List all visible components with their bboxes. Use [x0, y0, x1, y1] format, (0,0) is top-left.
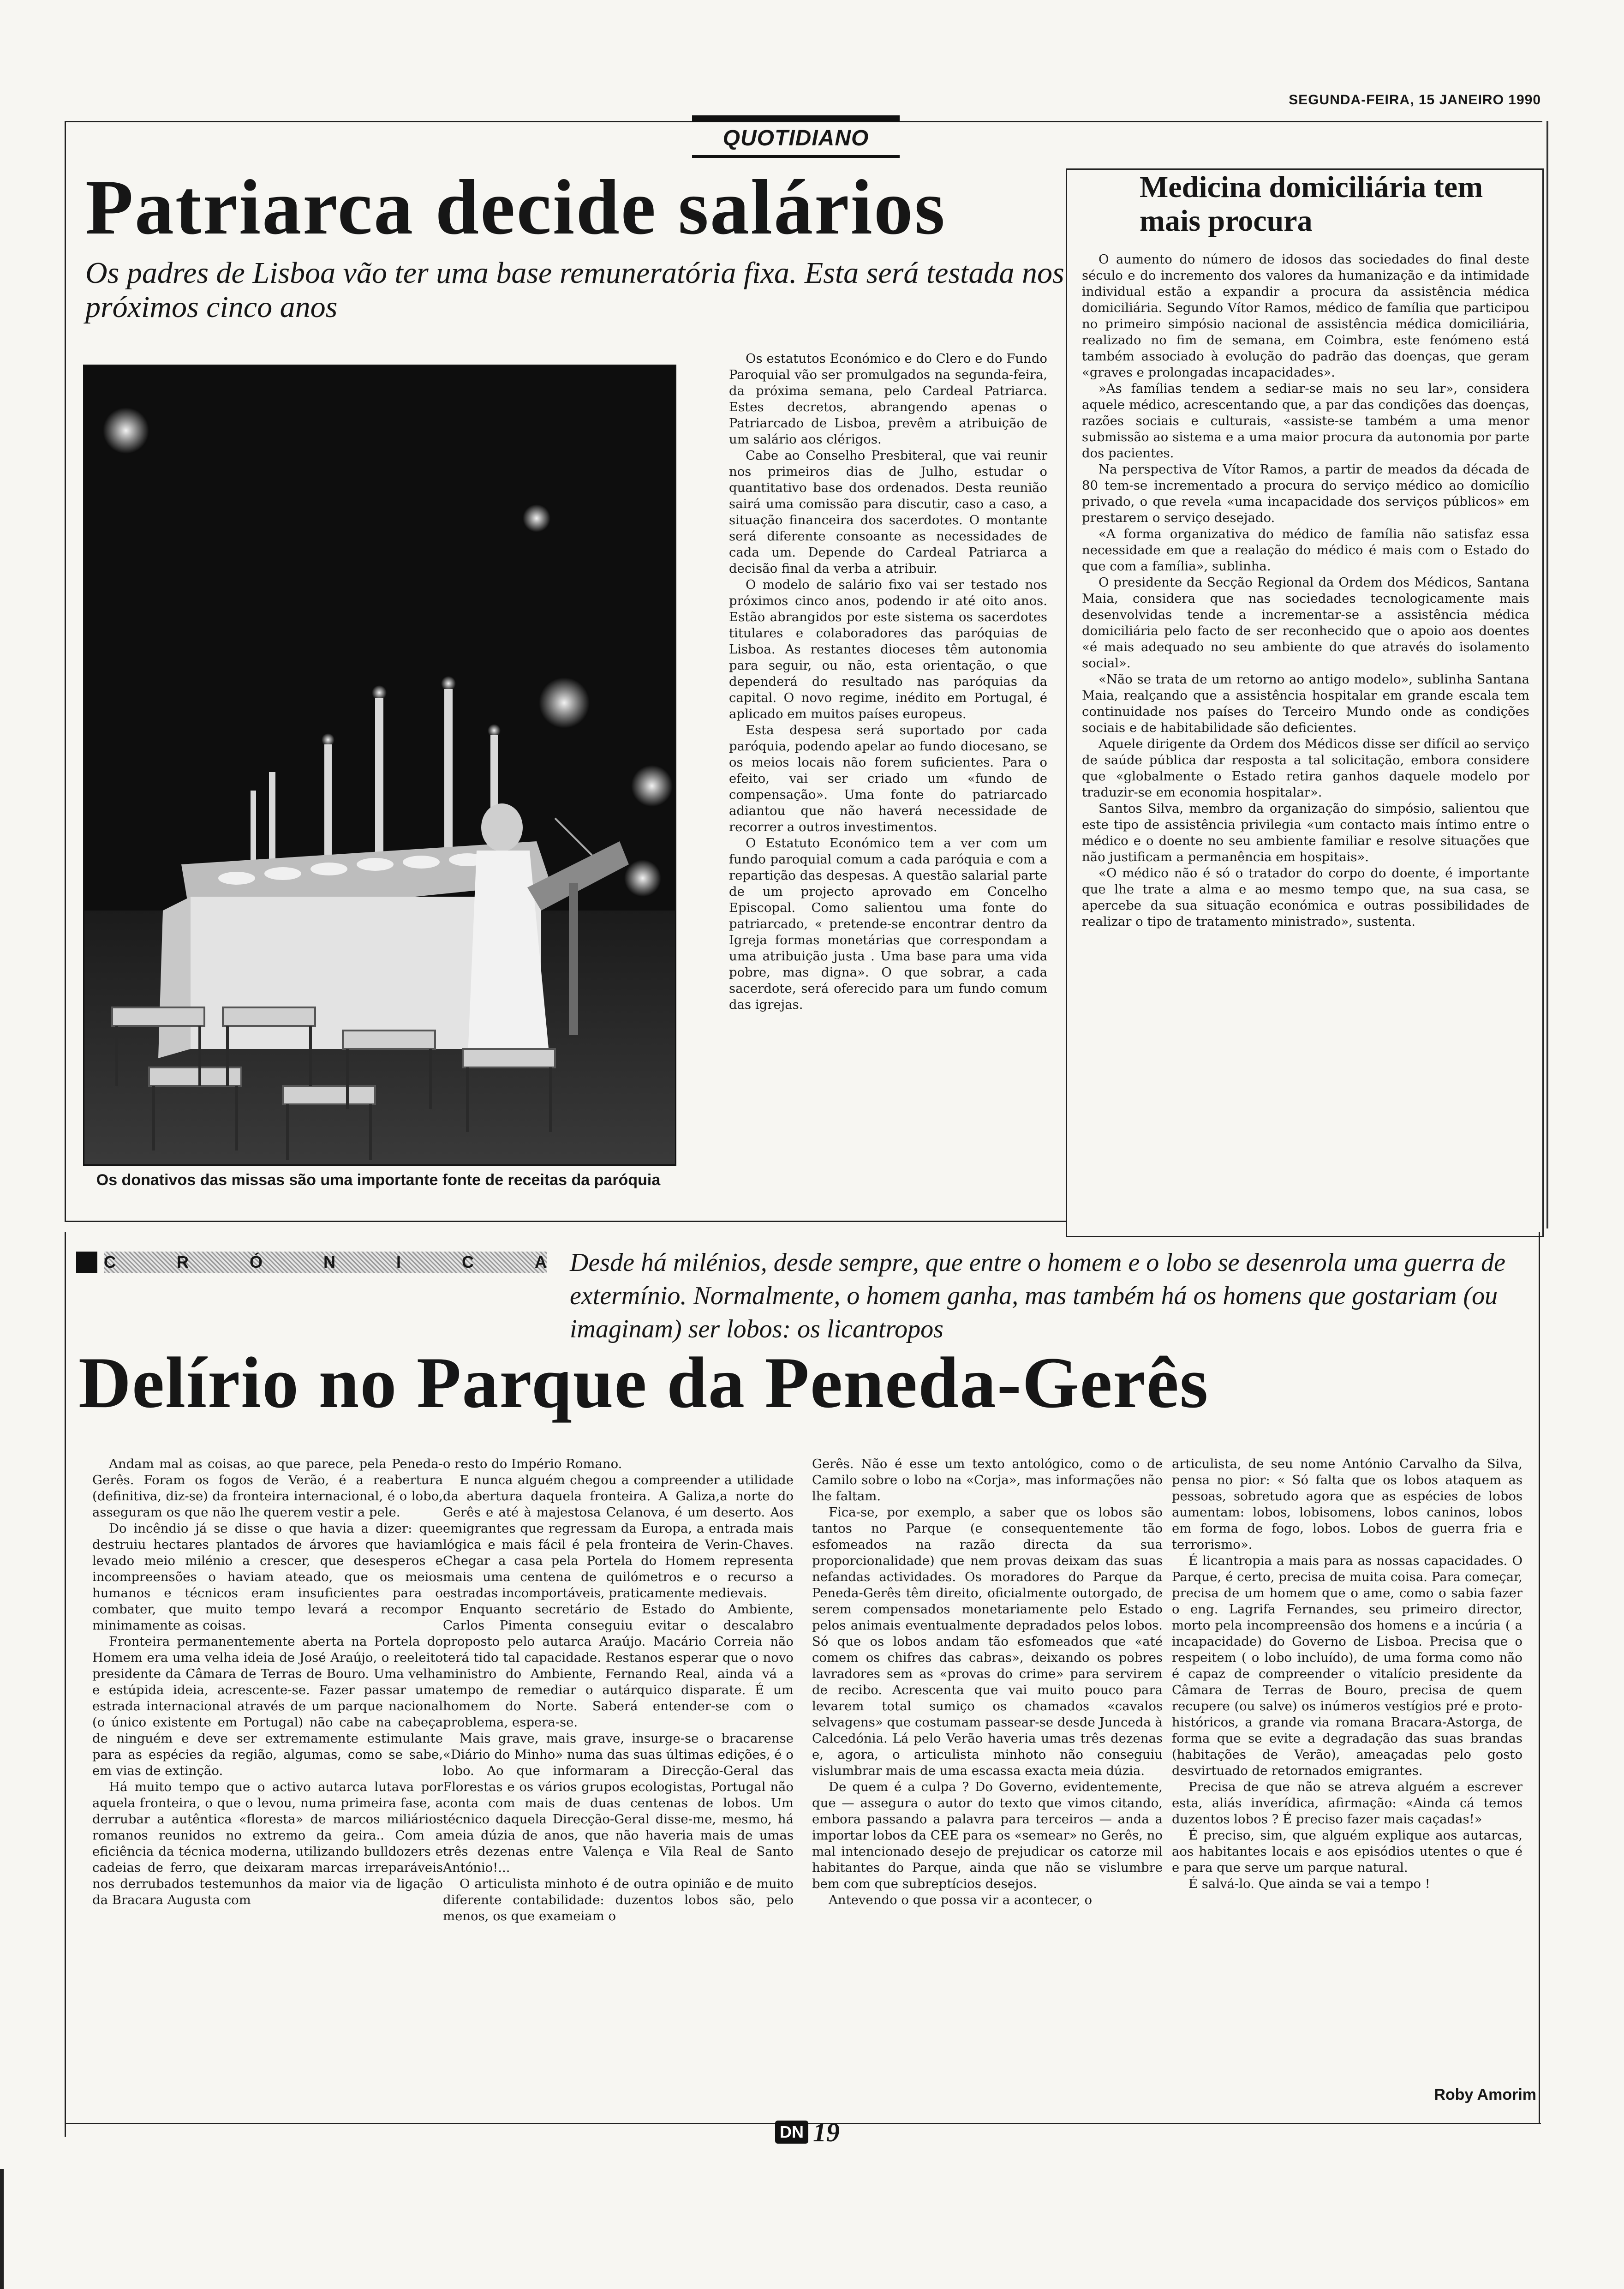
newspaper-logo: DN: [775, 2121, 808, 2144]
paragraph: O Estatuto Económico tem a ver com um fundo paroquial comum a cada paróquia e com a repartição das despesas. A questão salarial parte de um projecto aprovado em Concelho Episcopal. Como salientou uma fonte do patriarcado, « pretende-se encontrar dentro da Igreja formas monetárias que correspondam a uma atribuição justa . Uma base para uma vida pobre, mas digna». O que sobrar, a cada sacerdote, será oferecido para um fundo comum das igrejas.: [729, 836, 1047, 1012]
paragraph: «Não se trata de um retorno ao antigo modelo», sublinha Santana Maia, realçando que a assistência hospitalar em grande escala tem continuidade nos países do Terceiro Mundo onde as condições sociais e de habitabilidade são deficientes.: [1082, 672, 1529, 735]
paragraph: «O médico não é só o tratador do corpo do doente, é importante que lhe trate a alma e ao mesmo tempo que, na sua casa, se apercebe da sua situação económica e outras possibilidades de realizar o tipo de tratamento ministrado», sustenta.: [1082, 866, 1529, 929]
paragraph: o resto do Império Romano.: [443, 1456, 622, 1471]
author-signature: Roby Amorim: [1434, 2086, 1536, 2103]
paragraph: Precisa de que não se atreva alguém a escrever esta, aliás inverídica, afirmação: «Ainda cá temos duzentos lobos ? É preciso fazer mais caçadas!»: [1172, 1780, 1522, 1827]
paragraph: Cabe ao Conselho Presbiteral, que vai reunir nos primeiros dias de Julho, estudar o quantitativo base dos ordenados. Desta reunião sairá uma comissão para discutir, caso a caso, a situação financeira dos sacerdotes. O montante será diferente consoante as necessidades de cada um. Depende do Cardeal Patriarca a decisão final da verba a atribuir.: [729, 448, 1047, 576]
chronicle-letter: A: [534, 1252, 547, 1271]
chronicle-letter: C: [461, 1252, 474, 1271]
paragraph: Há muito tempo que o activo autarca lutava por aquela fronteira, o que o levou, numa primeira fase, a derrubar a autêntica «floresta» de marcos miliários romanos reunidos no extremo da geira.. Com a eficiência da técnica moderna, utilizando bulldozers e cadeias de ferro, que deixaram marcas irreparáveis nos derrubados testemunhos da maior via de ligação da Bracara Augusta com: [92, 1780, 443, 1907]
paragraph: É preciso, sim, que alguém explique aos autarcas, aos habitantes locais e aos episódios utentes o que é e para que serve um parque natural.: [1172, 1828, 1522, 1875]
chronicle-letter: N: [323, 1252, 335, 1271]
page-edge-rule: [1546, 121, 1548, 1228]
sidebar-headline: Medicina domiciliária tem mais procura: [1140, 170, 1483, 238]
paragraph: Na perspectiva de Vítor Ramos, a partir de meados da década de 80 tem-se incrementado a procura do serviço médico ao domicílio privado, o que revela «uma incapacidade dos serviços públicos» em prestarem o serviço desejado.: [1082, 462, 1529, 525]
paragraph: Andam mal as coisas, ao que parece, pela Peneda-Gerês. Foram os fogos de Verão, é a reabertura (definitiva, diz-se) da fronteira internacional, é o lobo, asseguram os que não lhe querem vestir a pele.: [92, 1456, 443, 1520]
paragraph: articulista, de seu nome António Carvalho da Silva, pensa no pior: « Só falta que os lobos ataquem as pessoas, sobretudo agora que as espécies de lobos aumentam: lobos, lobisomens, lobos caninos, lobos em forma de fogo, lobos. Lobos de guerra fria e terrorismo».: [1172, 1456, 1522, 1552]
chronicle-letter: C: [104, 1252, 116, 1271]
chronicle-letter: R: [176, 1252, 189, 1271]
chronicle-lead: Desde há milénios, desde sempre, que entre o homem e o lobo se desenrola uma guerra de extermínio. Normalmente, o homem ganha, mas também há os homens que gostariam (ou imaginam) ser lobos: os licantropos: [570, 1248, 1506, 1343]
altar-photo-image: [84, 366, 675, 1164]
paragraph: Esta despesa será suportado por cada paróquia, podendo apelar ao fundo diocesano, se os meios locais não forem suficientes. Para o efeito, vai ser criado um «fundo de compensação». Uma fonte do patriarcado adiantou que não haverá necessidade de recorrer a outros investimentos.: [729, 723, 1047, 834]
paragraph: Antevendo o que possa vir a acontecer, o: [829, 1893, 1093, 1907]
photo-caption: Os donativos das missas são uma importante fonte de receitas da paróquia: [96, 1171, 661, 1189]
chronicle-column-1: [92, 1456, 443, 2097]
paragraph: »As famílias tendem a sediar-se mais no seu lar», considera aquele médico, acrescentando que, a par das condições das doenças, razões sociais e culturais, «assiste-se também a uma menor submissão ao sistema e a uma maior procura da autonomia por parte dos pacientes.: [1082, 381, 1529, 461]
chronicle-letter: I: [396, 1252, 401, 1271]
sidebar-body: [1082, 252, 1529, 1230]
paragraph: O presidente da Secção Regional da Ordem dos Médicos, Santana Maia, considera que nas sociedades tecnologicamente mais desenvolvidas tende a incrementar-se a assistência médica domiciliária pelo facto de ser reconhecido que o apoio aos doentes «é mais adequado no seu ambiente do que através do isolamento social».: [1082, 575, 1529, 671]
paragraph: É licantropia a mais para as nossas capacidades. O Parque, é certo, precisa de muita coisa. Para começar, precisa de um homem que o ame, como o sabia fazer o eng. Lagrifa Fernandes, seu primeiro director, morto pela incompreensão dos homens e a incúria ( a incapacidade) do Governo de Lisboa. Precisa que o respeitem ( o lobo incluído), de uma forma como não é capaz de compreender o vitalício presidente da Câmara de Terras de Bouro, precisa de quem recupere (ou salve) os inúmeros vestígios pré e proto-históricos, a grande via romana Bracara-Astorga, de forma que se evite a degradação das suas brandas (habitações de Verão), ameaçadas pelo gosto desvirtuado de retornados emigrantes.: [1172, 1553, 1522, 1778]
chronicle-column-3: [812, 1456, 1163, 2097]
section-label: QUOTIDIANO: [722, 126, 869, 150]
paragraph: De quem é a culpa ? Do Governo, evidentemente, que — assegura o autor do texto que vimos citando, embora passando a palavra para terceiros — anda a importar lobos da CEE para os «semear» no Gerês, no mal intencionado desejo de prejudicar os catorze mil habitantes do Parque, ainda que não se vislumbre bem com que subreptícios desejos.: [812, 1780, 1163, 1891]
dateline: SEGUNDA-FEIRA, 15 JANEIRO 1990: [1289, 92, 1541, 108]
paragraph: O modelo de salário fixo vai ser testado nos próximos cinco anos, podendo ir até oito anos. Estão abrangidos por este sistema os sacerdotes titulares e colaboradores das paróquias de Lisboa. As restantes dioceses têm autonomia para seguir, ou não, esta orientação, o que dependerá do resultado nas paróquias da capital. O novo regime, inédito em Portugal, é aplicado em muitos países europeus.: [729, 577, 1047, 721]
paragraph: Os estatutos Económico e do Clero e do Fundo Paroquial vão ser promulgados na segunda-feira, da próxima semana, pelo Cardeal Patriarca. Estes decretos, abrangendo apenas o Patriarcado de Lisboa, prevêm a atribuição de um salário aos clérigos.: [729, 351, 1047, 447]
paragraph: Gerês. Não é esse um texto antológico, como o de Camilo sobre o lobo na «Corja», mas informações não lhe faltam.: [812, 1456, 1163, 1504]
chronicle-marker: [76, 1252, 97, 1273]
main-headline: Patriarca decide salários: [85, 164, 946, 251]
paragraph: Fronteira permanentemente aberta na Portela do Homem era uma velha ideia de José Araújo, o reeleito presidente da Câmara de Terras de Bouro. Uma velha e estúpida ideia, acrescente-se. Fazer passar uma estrada internacional através de um parque nacional (o único existente em Portugal) não cabe na cabeça de ninguém e deve ser extremamente estimulante para as espécies da região, algumas, como se sabe, em vias de extinção.: [92, 1634, 443, 1778]
page-folio: [738, 2116, 877, 2148]
scan-edge-mark: [0, 2169, 4, 2289]
paragraph: Aquele dirigente da Ordem dos Médicos disse ser difícil ao serviço de saúde pública dar resposta a tal solicitação, embora considere que «globalmente o Estado retira ganhos daquele modelo por traduzir-se em economia hospitalar».: [1082, 737, 1529, 800]
page-number: 19: [813, 2117, 840, 2147]
paragraph: Santos Silva, membro da organização do simpósio, salientou que este tipo de assistência privilegia «um contacto mais íntimo entre o médico e o doente no seu ambiente familiar e resolve situações que não justificam a permanência em hospitais».: [1082, 801, 1529, 864]
chronicle-frame-left: [65, 1232, 66, 2137]
paragraph: «A forma organizativa do médico de família não satisfaz essa necessidade em que a realação do médico é mais com o Estado do que com a família», sublinha.: [1082, 527, 1529, 574]
main-article-body: [729, 351, 1047, 1223]
chronicle-label: [104, 1252, 547, 1273]
main-lead: Os padres de Lisboa vão ter uma base remuneratória fixa. Esta será testada nos próximos cinco anos: [85, 256, 1064, 324]
chronicle-frame-right: [1539, 1232, 1540, 2123]
section-rule: [692, 155, 900, 158]
paragraph: Enquanto secretário de Estado do Ambiente, Carlos Pimenta conseguiu evitar o descalabro proposto pelo autarca Araújo. Macário Correia não terá tido tal capacidade. Restanos esperar que o novo ministro do Ambiente, Fernando Real, ainda vá a tempo de remediar o autárquico disparate. É um homem do Norte. Saberá entender-se com o problema, espera-se.: [443, 1602, 794, 1730]
paragraph: E nunca alguém chegou a compreender a utilidade da abertura daquela fronteira. A Galiza,a norte do Gerês e até à majestosa Celanova, é um deserto. Aos emigrantes que regressam da Europa, a entrada mais lógica e mais fácil é pela fronteira de Verin-Chaves. Chegar a casa pela Portela do Homem representa mais uma centena de quilómetros e o recurso a estradas incomportáveis, praticamente medievais.: [443, 1473, 794, 1600]
chronicle-column-2: [443, 1456, 794, 2097]
paragraph: É salvá-lo. Que ainda se vai a tempo !: [1188, 1876, 1430, 1891]
chronicle-headline: Delírio no Parque da Peneda-Gerês: [78, 1342, 1209, 1423]
paragraph: O aumento do número de idosos das sociedades do final deste século e do incremento dos valores da humanização e da intimidade individual estão a expandir a procura da assistência médica domiciliária. Segundo Vítor Ramos, médico de família que participou no primeiro simpósio nacional de assistência médica domiciliária, realizado no fim de semana, em Coimbra, este fenómeno está também associado à evolução do padrão das doenças, que geram «graves e prolongadas incapacidades».: [1082, 252, 1529, 380]
paragraph: Fica-se, por exemplo, a saber que os lobos são tantos no Parque (e consequentemente tão esfomeados na razão directa da sua proporcionalidade) que nem provas deixam das suas nefandas actividades. Os moradores do Parque da Peneda-Gerês têm direito, oficialmente outorgado, de serem compensados monetariamente pelo Estado pelos animais eventualmente depradados pelos lobos. Só que os lobos andam tão esfomeados que «até comem os chifres das cabras», deixando os pobres lavradores sem as «provas do crime» para servirem de recibo. Acrescenta que vai muito pouco para levarem total sumiço os chamados «cavalos selvagens» que costumam passear-se desde Junceda à Calcedónia. Lá pelo Verão haveria umas três dezenas e, agora, o articulista minhoto não conseguiu vislumbrar mais de uma escassa exacta meia dúzia.: [812, 1505, 1163, 1778]
church-altar-photo: [83, 365, 676, 1166]
paragraph: Mais grave, mais grave, insurge-se o bracarense «Diário do Minho» numa das suas últimas edições, é o lobo. Ao que informaram a Direcção-Geral das Florestas e os vários grupos ecologistas, Portugal não conta com mais de duas centenas de lobos. Um técnico daquela Direcção-Geral disse-me, mesmo, há meia dúzia de anos, que não haveria mais de umas três dezenas entre Valença e Vila Real de Santo António!...: [443, 1731, 794, 1875]
paragraph: Do incêndio já se disse o que havia a dizer: que destruiu hectares plantados de árvores que haviam levado meio milénio a crescer, que desesperos e incompreensões o haviam ateado, que os meios humanos e técnicos eram insuficientes para o combater, que muito tempo levará a recompor minimamente as coisas.: [92, 1521, 443, 1633]
chronicle-letter: Ó: [249, 1252, 263, 1271]
chronicle-column-4: [1172, 1456, 1522, 2097]
section-bar: [692, 115, 900, 122]
paragraph: O articulista minhoto é de outra opinião e de muito diferente contabilidade: duzentos lobos são, pelo menos, os que exameiam o: [443, 1876, 794, 1923]
